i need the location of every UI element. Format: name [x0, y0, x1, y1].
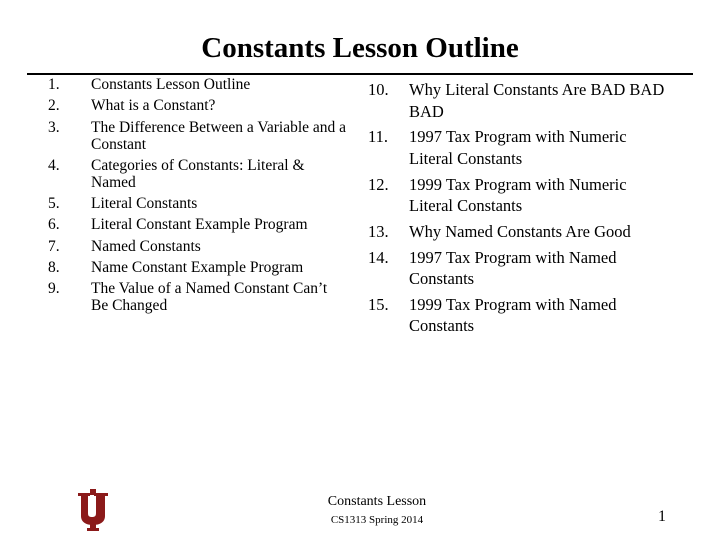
list-item — [368, 79, 668, 122]
item-number: 14. — [368, 247, 389, 267]
item-text: Constants Lesson Outline — [91, 76, 251, 93]
list-item — [368, 126, 668, 169]
item-text: Name Constant Example Program — [91, 259, 304, 277]
footer-course-term: CS1313 Spring 2014 — [330, 514, 424, 526]
item-number: 11. — [368, 127, 389, 147]
item-text: 1997 Tax Program with Numeric Literal Constants — [409, 127, 627, 168]
list-item — [48, 76, 348, 93]
item-text: The Value of a Named Constant Can’t Be Changed — [91, 280, 328, 315]
list-item — [48, 280, 348, 314]
item-number: 4. — [48, 156, 60, 174]
item-text: What is a Constant? — [91, 97, 216, 115]
item-number: 9. — [48, 280, 60, 298]
item-text: Why Named Constants Are Good — [409, 221, 631, 241]
list-item — [368, 294, 668, 337]
slide-title: Constants Lesson Outline — [201, 32, 519, 64]
item-text: Categories of Constants: Literal & Named — [91, 156, 305, 191]
item-text: 1999 Tax Program with Numeric Literal Constants — [409, 174, 627, 216]
item-text: 1999 Tax Program with Named Constants — [409, 294, 617, 336]
item-number: 2. — [48, 97, 60, 115]
item-number: 1. — [48, 76, 60, 93]
list-item — [48, 216, 348, 233]
footer — [277, 494, 477, 528]
item-number: 3. — [48, 118, 60, 136]
item-number: 7. — [48, 237, 60, 255]
item-text: Literal Constants — [91, 195, 198, 213]
footer-course-title: Constants Lesson — [327, 494, 427, 509]
outline-list-left — [48, 76, 348, 319]
item-text: Why Literal Constants Are BAD BAD BAD — [409, 80, 665, 121]
item-number: 13. — [368, 221, 389, 241]
item-text: The Difference Between a Variable and a Constant — [91, 118, 347, 153]
item-number: 12. — [368, 174, 389, 194]
list-item — [368, 247, 668, 290]
list-item — [48, 119, 348, 153]
list-item — [48, 259, 348, 276]
item-text: 1997 Tax Program with Named Constants — [409, 247, 617, 289]
item-number: 10. — [368, 80, 389, 99]
ou-logo-icon — [76, 489, 110, 531]
list-item — [368, 174, 668, 217]
list-item — [48, 157, 348, 191]
item-number: 15. — [368, 294, 389, 314]
item-text: Named Constants — [91, 237, 201, 255]
list-item — [48, 97, 348, 114]
outline-list-right — [368, 79, 668, 341]
item-text: Literal Constant Example Program — [91, 216, 308, 234]
title-divider — [27, 73, 693, 75]
page-number: 1 — [658, 508, 666, 525]
list-item — [48, 238, 348, 255]
item-number: 5. — [48, 195, 60, 213]
item-number: 8. — [48, 259, 60, 277]
list-item — [368, 221, 668, 243]
list-item — [48, 195, 348, 212]
item-number: 6. — [48, 216, 60, 234]
